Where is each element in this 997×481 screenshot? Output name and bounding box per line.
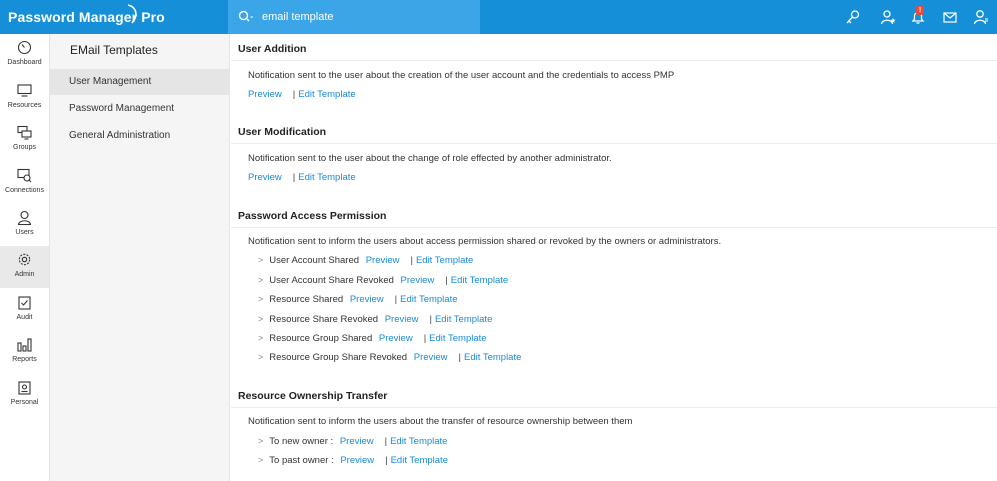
separator: | [292, 172, 296, 183]
separator: | [394, 294, 398, 305]
separator: | [429, 314, 432, 325]
preview-link[interactable]: Preview [248, 89, 282, 100]
left-nav [0, 34, 50, 481]
separator: | [292, 89, 296, 100]
template-label: User Account Share Revoked [269, 275, 394, 286]
nav-audit[interactable] [0, 289, 49, 331]
template-label: User Account Shared [269, 255, 360, 266]
preview-link[interactable]: Preview [413, 352, 448, 363]
divider [231, 227, 997, 228]
divider [231, 143, 997, 144]
divider [231, 60, 997, 61]
template-item [258, 436, 447, 447]
connections-icon [17, 168, 32, 183]
user-star-icon[interactable] [880, 9, 896, 25]
chevron-right-icon: > [258, 455, 264, 465]
user-profile-icon[interactable] [973, 9, 989, 25]
divider [231, 407, 997, 408]
search-icon [238, 10, 254, 24]
edit-template-link[interactable]: Edit Template [429, 333, 487, 344]
chevron-right-icon: > [258, 352, 264, 362]
chevron-right-icon: > [258, 333, 264, 343]
nav-label: Personal [10, 399, 39, 406]
template-item [258, 333, 487, 344]
section-desc: Notification sent to inform the users about the transfer of resource ownership between them [248, 416, 633, 427]
section-desc: Notification sent to the user about the creation of the user account and the credentials to access PMP [248, 70, 675, 81]
section-title-user-modification: User Modification [238, 126, 327, 138]
preview-link[interactable]: Preview [340, 455, 375, 466]
preview-link[interactable]: Preview [378, 333, 413, 344]
nav-reports[interactable] [0, 331, 49, 373]
edit-template-link[interactable]: Edit Template [390, 455, 448, 466]
nav-label: Users [15, 229, 34, 236]
edit-template-link[interactable]: Edit Template [400, 294, 458, 305]
nav-groups[interactable] [0, 119, 49, 161]
bar-chart-icon [17, 337, 32, 352]
separator: | [385, 455, 388, 466]
edit-template-link[interactable]: Edit Template [298, 172, 356, 183]
nav-admin[interactable] [0, 246, 49, 288]
nav-label: Groups [13, 144, 36, 151]
preview-link[interactable]: Preview [339, 436, 374, 447]
nav-label: Admin [14, 271, 35, 278]
template-label: Resource Group Share Revoked [269, 352, 408, 363]
template-label: To new owner : [269, 436, 334, 447]
separator: | [458, 352, 461, 363]
preview-link[interactable]: Preview [349, 294, 384, 305]
nav-resources[interactable] [0, 77, 49, 119]
dashboard-icon [17, 40, 32, 55]
link-row [248, 172, 356, 183]
chevron-right-icon: > [258, 436, 264, 446]
template-label: Resource Share Revoked [269, 314, 379, 325]
preview-link[interactable]: Preview [248, 172, 282, 183]
groups-icon [17, 125, 32, 140]
nav-personal[interactable] [0, 374, 49, 416]
nav-label: Reports [12, 356, 37, 363]
chevron-right-icon: > [258, 275, 264, 285]
edit-template-link[interactable]: Edit Template [434, 314, 493, 325]
main-content [231, 34, 997, 481]
monitor-icon [17, 83, 32, 98]
separator: | [384, 436, 388, 447]
edit-template-link[interactable]: Edit Template [415, 255, 474, 266]
template-label: Resource Group Shared [269, 333, 373, 344]
search-input[interactable]: email template [262, 11, 334, 23]
preview-link[interactable]: Preview [400, 275, 435, 286]
template-item [258, 275, 508, 286]
chevron-right-icon: > [258, 314, 264, 324]
edit-template-link[interactable]: Edit Template [298, 89, 356, 100]
logo-swoosh-icon [122, 3, 142, 25]
gear-icon [17, 252, 32, 267]
template-label: Resource Shared [269, 294, 344, 305]
template-item [258, 294, 458, 305]
template-item [258, 352, 521, 363]
chevron-right-icon: > [258, 255, 264, 265]
section-title-user-addition: User Addition [238, 43, 307, 55]
nav-connections[interactable] [0, 162, 49, 204]
personal-icon [17, 380, 32, 395]
nav-label: Resources [7, 102, 42, 109]
separator: | [423, 333, 427, 344]
key-icon[interactable] [845, 9, 861, 25]
link-row [248, 89, 356, 100]
submenu-panel [50, 34, 230, 481]
submenu-title: EMail Templates [70, 43, 158, 57]
app-logo[interactable]: Password Manager Pro [8, 9, 165, 25]
audit-icon [17, 295, 32, 310]
chevron-right-icon: > [258, 294, 264, 304]
submenu-item-user-management[interactable]: User Management [50, 69, 230, 95]
preview-link[interactable]: Preview [384, 314, 419, 325]
template-item [258, 455, 448, 466]
section-title-password-access: Password Access Permission [238, 210, 387, 222]
preview-link[interactable]: Preview [365, 255, 400, 266]
notification-badge: ! [916, 6, 924, 15]
user-icon [17, 210, 32, 225]
nav-dashboard[interactable] [0, 34, 49, 76]
submenu-item-password-management[interactable]: Password Management [69, 103, 175, 114]
separator: | [445, 275, 448, 286]
template-item [258, 314, 492, 325]
section-desc: Notification sent to inform the users about access permission shared or revoked by the owners or administrators. [248, 236, 722, 247]
nav-label: Dashboard [7, 59, 42, 66]
edit-template-link[interactable]: Edit Template [464, 352, 522, 363]
template-item [258, 255, 473, 266]
submenu-item-general-administration[interactable]: General Administration [69, 130, 171, 141]
nav-label: Connections [5, 187, 44, 194]
top-bar [0, 0, 997, 34]
nav-label: Audit [16, 314, 33, 321]
separator: | [410, 255, 413, 266]
edit-template-link[interactable]: Edit Template [390, 436, 448, 447]
nav-users[interactable] [0, 204, 49, 246]
edit-template-link[interactable]: Edit Template [450, 275, 509, 286]
template-label: To past owner : [269, 455, 334, 466]
mail-icon[interactable] [942, 9, 958, 25]
section-title-ownership-transfer: Resource Ownership Transfer [238, 390, 388, 402]
section-desc: Notification sent to the user about the change of role effected by another administrator. [248, 153, 612, 164]
search-bar[interactable] [228, 0, 480, 34]
